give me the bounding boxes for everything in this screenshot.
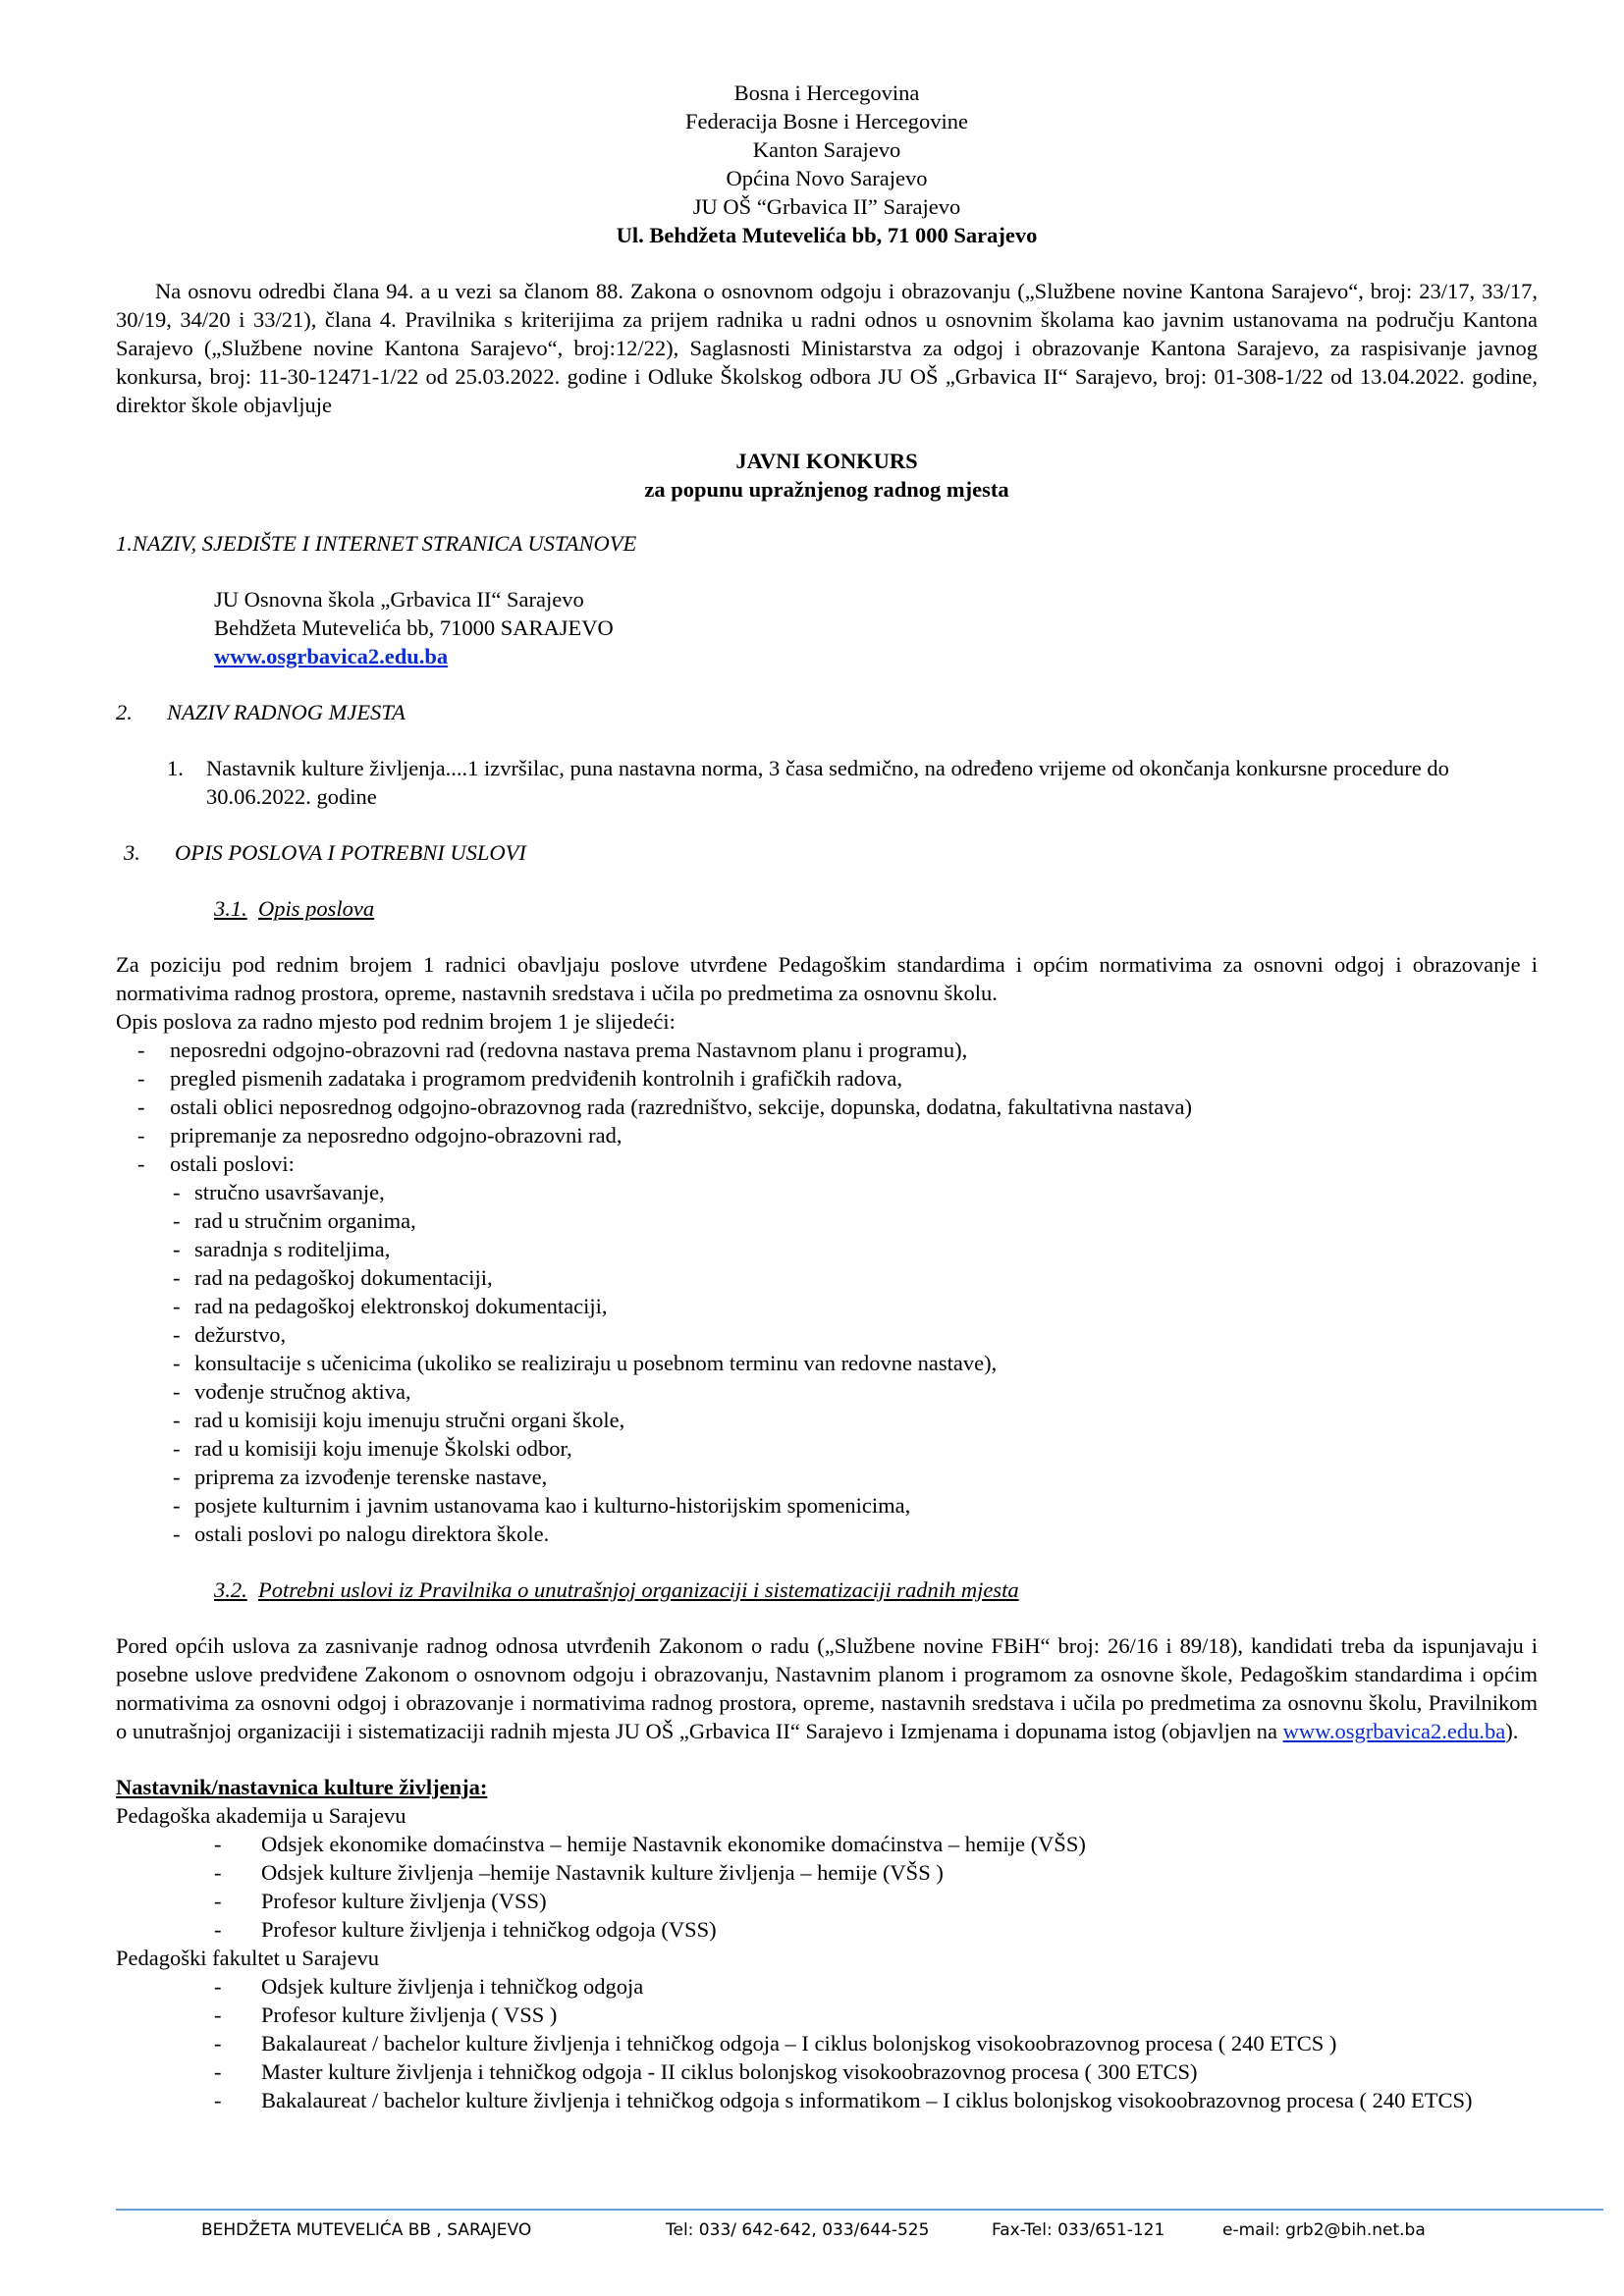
header-municipality: Općina Novo Sarajevo — [726, 166, 928, 190]
subsection-3-1-title: Opis poslova — [258, 896, 375, 921]
list-item: - pripremanje za neposredno odgojno-obrazovni rad, — [137, 1123, 623, 1148]
list-item: - rad u stručnim organima, — [173, 1208, 416, 1233]
section3-number: 3. — [124, 840, 140, 865]
title-sub: za popunu upražnjenog radnog mjesta — [644, 477, 1009, 502]
header-school: JU OŠ “Grbavica II” Sarajevo — [692, 194, 961, 219]
list-item: - pregled pismenih zadataka i programom predviđenih kontrolnih i grafičkih radova, — [137, 1066, 903, 1091]
header-canton: Kanton Sarajevo — [752, 137, 901, 162]
duties-list — [116, 1036, 1538, 1178]
institution-1-qualifications — [116, 1830, 1538, 1944]
list-item: - Odsjek ekonomike domaćinstva – hemije Nastavnik ekonomike domaćinstva – hemije (VŠS) — [214, 1832, 1086, 1856]
footer-email: e-mail: grb2@bih.net.ba — [1222, 2220, 1426, 2240]
list-item: - rad u komisiji koju imenuju stručni organi škole, — [173, 1408, 625, 1432]
section2-heading — [116, 698, 1538, 726]
header-address: Ul. Behdžeta Mutevelića bb, 71 000 Sarajevo — [616, 223, 1038, 247]
requirements-paragraph: Pored općih uslova za zasnivanje radnog odnosa utvrđenih Zakonom o radu („Službene novine FBiH“ broj: 26/16 i 89/18), kandidati treba da ispunjavaju i posebne uslove predviđene Zakonom o osnovnom odgoju i obrazovanju, Nastavnim planom i programom za osnovne škole, Pedagoškim standardima i općim normativima za osnovni odgoj i obrazovanje i normativima radnog prostora, opreme, nastavnih sredstava i učila po predmetima za osnovnu školu, Pravilnikom o unutrašnjoj organizaciji i sistematizaciji radnih mjesta JU OŠ „Grbavica II“ Sarajevo i Izmjenama i dopunama istog (objavljen na www.osgrbavica2.edu.ba). — [116, 1633, 1538, 1743]
institution-2-name: Pedagoški fakultet u Sarajevu — [116, 1946, 380, 1970]
header-country: Bosna i Hercegovina — [733, 80, 920, 105]
duties-intro-paragraph: Za poziciju pod rednim brojem 1 radnici obavljaju poslove utvrđene Pedagoškim standardima i općim normativima za osnovni odgoj i obrazovanje i normativima radnog prostora, opreme, nastavnih sredstava i učila po predmetima za osnovnu školu. — [116, 952, 1538, 1005]
list-item: - Odsjek kulture življenja –hemije Nastavnik kulture življenja – hemije (VŠS ) — [214, 1860, 944, 1885]
subsection-3-1-heading — [214, 894, 1538, 923]
list-item: - Master kulture življenja i tehničkog odgoja - II ciklus bolonjskog visokoobrazovnog procesa ( 300 ETCS) — [214, 2059, 1198, 2084]
list-item: - ostali oblici neposrednog odgojno-obrazovnog rada (razredništvo, sekcije, dopunska, dodatna, fakultativna nastava) — [137, 1095, 1192, 1119]
list-item: - neposredni odgojno-obrazovni rad (redovna nastava prema Nastavnom planu i programu), — [137, 1038, 968, 1062]
section2-title: NAZIV RADNOG MJESTA — [167, 700, 406, 724]
qualification-title: Nastavnik/nastavnica kulture življenja: — [116, 1775, 488, 1799]
letterhead — [116, 79, 1538, 249]
position-item — [167, 754, 1538, 811]
duties-list-intro: Opis poslova za radno mjesto pod rednim brojem 1 je slijedeći: — [116, 1009, 676, 1034]
document-body — [116, 79, 1538, 2114]
subsection-3-2-title: Potrebni uslovi iz Pravilnika o unutrašnjoj organizaciji i sistematizaciji radnih mjesta — [258, 1577, 1019, 1602]
list-item: - Bakalaureat / bachelor kulture življenja i tehničkog odgoja – I ciklus bolonjskog visokoobrazovnog procesa ( 240 ETCS ) — [214, 2031, 1337, 2056]
list-item: - dežurstvo, — [173, 1322, 287, 1347]
list-item: - rad na pedagoškoj dokumentaciji, — [173, 1265, 493, 1290]
subsection-3-1-number: 3.1. — [214, 896, 247, 921]
intro-paragraph: Na osnovu odredbi člana 94. a u vezi sa članom 88. Zakona o osnovnom odgoju i obrazovanju („Službene novine Kantona Sarajevo“, broj: 23/17, 33/17, 30/19, 34/20 i 33/21), člana 4. Pravilnika s kriterijima za prijem radnika u radni odnos u osnovnim školama kao javnim ustanovama na području Kantona Sarajevo („Službene novine Kantona Sarajevo“, broj:12/22), Saglasnosti Ministarstva za odgoj i obrazovanje Kantona Sarajevo, za raspisivanje javnog konkursa, broj: 11-30-12471-1/22 od 25.03.2022. godine i Odluke Školskog odbora JU OŠ „Grbavica II“ Sarajevo, broj: 01-308-1/22 od 13.04.2022. godine, direktor škole objavljuje — [116, 279, 1538, 417]
list-item: - konsultacije s učenicima (ukoliko se realiziraju u posebnom terminu van redovne nastave), — [173, 1351, 998, 1375]
footer-address: BEHDŽETA MUTEVELIĆA BB , SARAJEVO — [201, 2220, 532, 2240]
footer-fax: Fax-Tel: 033/651-121 — [992, 2220, 1165, 2240]
list-item: - posjete kulturnim i javnim ustanovama kao i kulturno-historijskim spomenicima, — [173, 1493, 911, 1518]
website-link-inline[interactable]: www.osgrbavica2.edu.ba — [1282, 1719, 1506, 1743]
footer-phone: Tel: 033/ 642-642, 033/644-525 — [666, 2220, 930, 2240]
list-item: - vođenje stručnog aktiva, — [173, 1379, 411, 1404]
section3-heading — [124, 838, 1538, 867]
institution-address: Behdžeta Mutevelića bb, 71000 SARAJEVO — [214, 615, 614, 640]
subsection-3-2-number: 3.2. — [214, 1577, 247, 1602]
page-footer — [0, 2220, 1624, 2250]
footer-divider — [116, 2209, 1603, 2211]
section2-number: 2. — [116, 700, 133, 724]
list-item: - saradnja s roditeljima, — [173, 1237, 391, 1261]
section1-heading: 1.NAZIV, SJEDIŠTE I INTERNET STRANICA USTANOVE — [116, 531, 637, 556]
list-item: - Profesor kulture življenja i tehničkog odgoja (VSS) — [214, 1917, 717, 1942]
list-item: - priprema za izvođenje terenske nastave, — [173, 1465, 548, 1489]
list-item: - ostali poslovi: — [137, 1151, 295, 1176]
institution-2-qualifications — [116, 1972, 1538, 2114]
list-item: - rad u komisiji koju imenuje Školski odbor, — [173, 1436, 572, 1461]
position-number: 1. — [167, 756, 184, 780]
list-item: - Profesor kulture življenja ( VSS ) — [214, 2002, 558, 2027]
document-title — [116, 447, 1538, 504]
list-item: - ostali poslovi po nalogu direktora škole. — [173, 1522, 550, 1546]
list-item: - stručno usavršavanje, — [173, 1180, 385, 1204]
section3-title: OPIS POSLOVA I POTREBNI USLOVI — [175, 840, 526, 865]
website-link[interactable]: www.osgrbavica2.edu.ba — [214, 644, 449, 668]
list-item: - rad na pedagoškoj elektronskoj dokumentaciji, — [173, 1294, 608, 1318]
institution-1-name: Pedagoška akademija u Sarajevu — [116, 1803, 406, 1828]
other-duties-list — [116, 1178, 1538, 1548]
institution-name: JU Osnovna škola „Grbavica II“ Sarajevo — [214, 587, 584, 612]
position-description: Nastavnik kulture življenja....1 izvršilac, puna nastavna norma, 3 časa sedmično, na određeno vrijeme od okončanja konkursne procedure do 30.06.2022. godine — [206, 756, 1449, 809]
list-item: - Profesor kulture življenja (VSS) — [214, 1889, 547, 1913]
header-federation: Federacija Bosne i Hercegovine — [684, 109, 968, 133]
subsection-3-2-heading — [214, 1575, 1538, 1604]
title-main: JAVNI KONKURS — [735, 449, 918, 473]
list-item: - Odsjek kulture življenja i tehničkog odgoja — [214, 1974, 644, 1999]
institution-info — [214, 585, 1538, 670]
list-item: - Bakalaureat / bachelor kulture življenja i tehničkog odgoja s informatikom – I ciklus bolonjskog visokoobrazovnog procesa ( 240 ETCS) — [214, 2088, 1473, 2112]
